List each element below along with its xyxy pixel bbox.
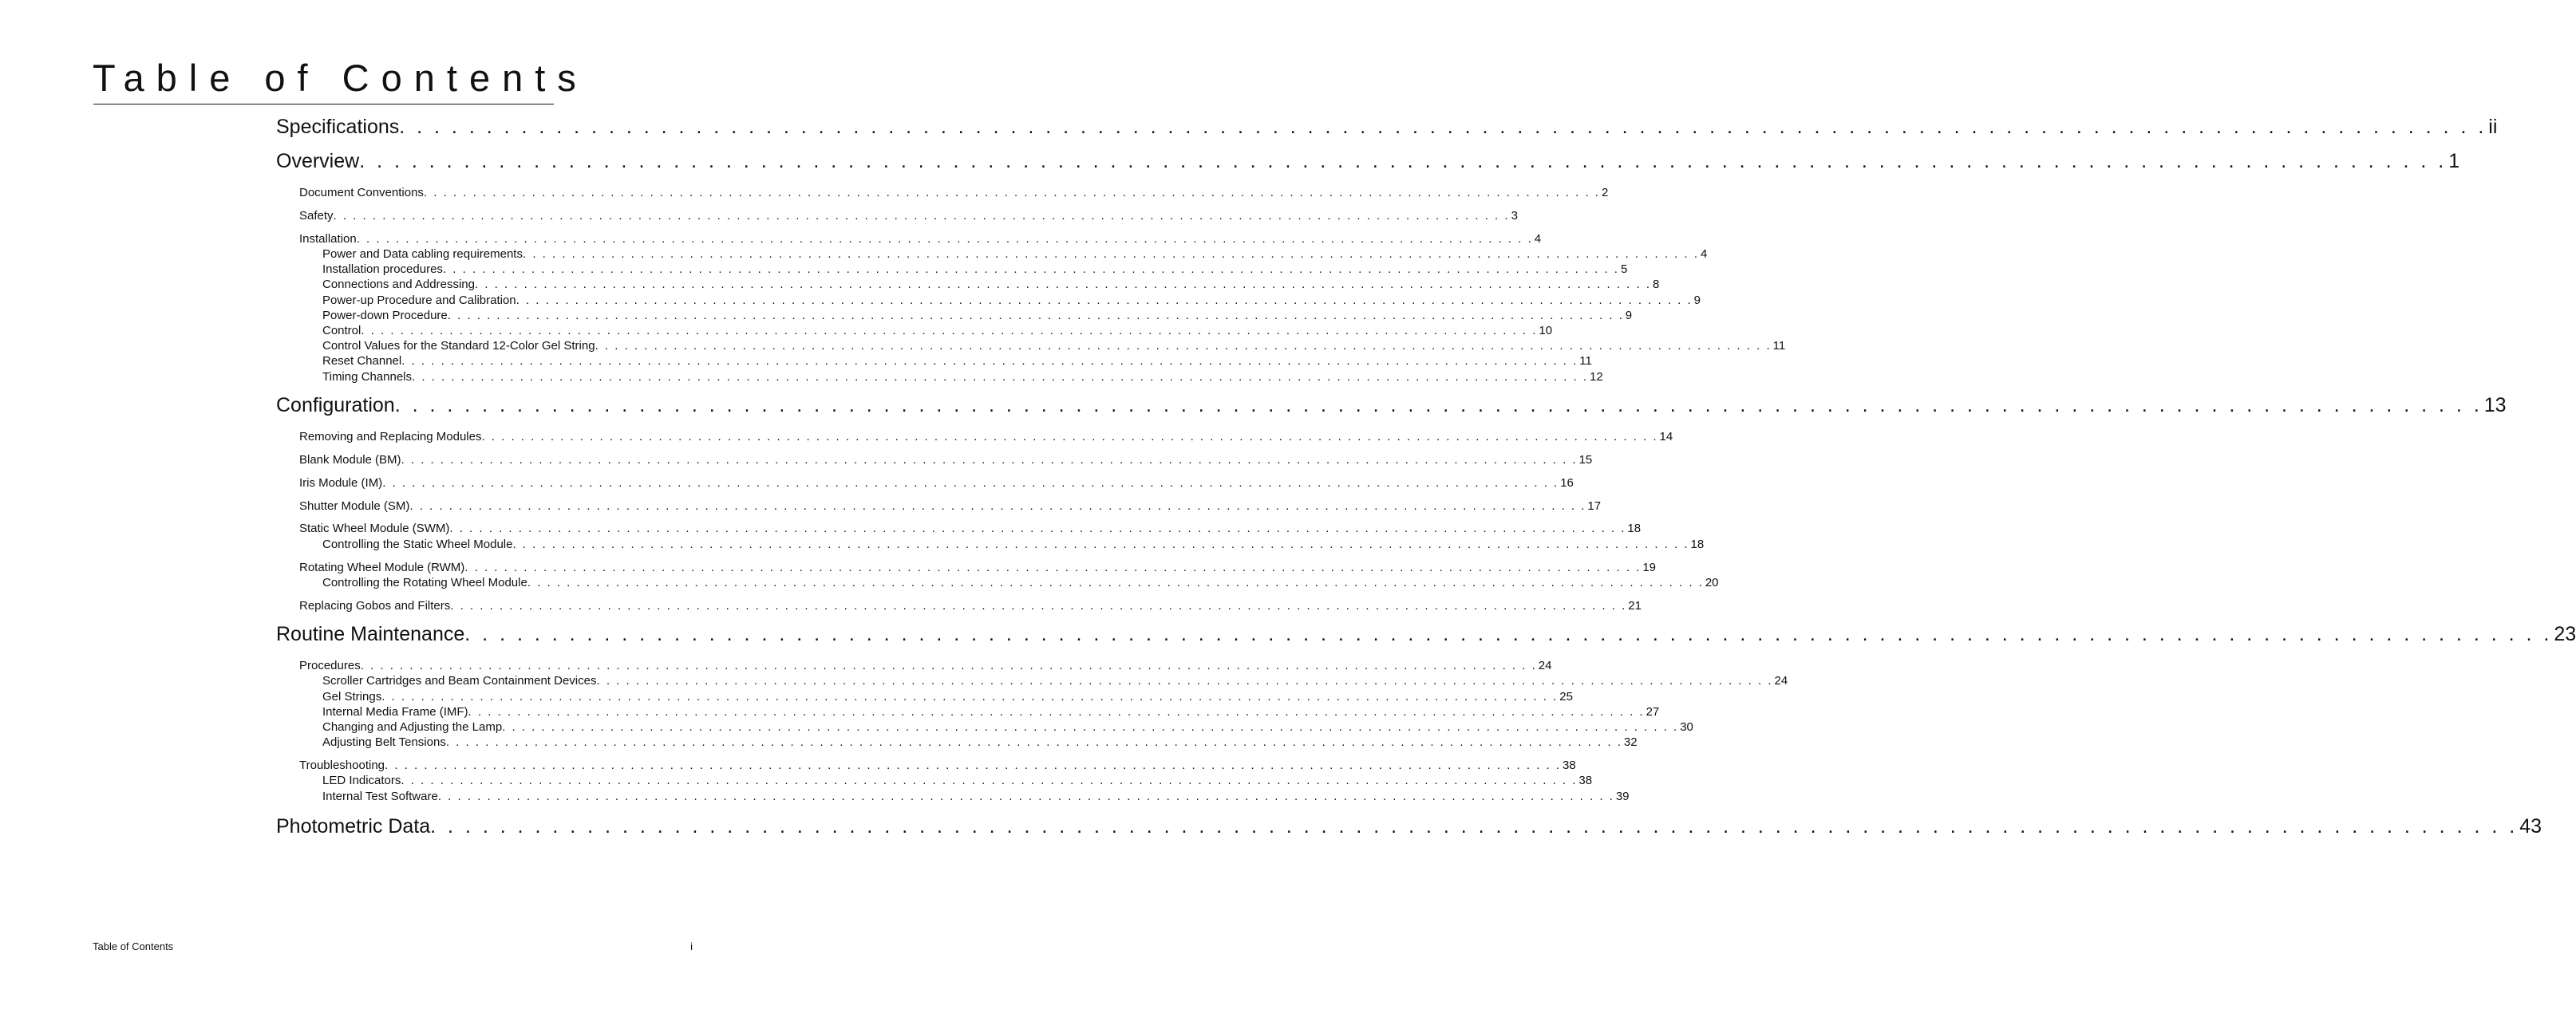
toc-entry-page-number: 4 (1534, 232, 1542, 246)
toc-section-entry[interactable] (299, 185, 1609, 200)
toc-dot-leader: . . . . . . . . . . . . . . . . . . . . . . . . . . . . . . . . . . . . . . . . . . . . . . . . . . . . . . . . . . . . . . . . . . . . . . . . . . . . . . . . . . . . . . . . . . . . . . . . . . . . . . . . . . . . . . . . . . . . . . . . (359, 150, 2448, 172)
toc-dot-leader: . . . . . . . . . . . . . . . . . . . . . . . . . . . . . . . . . . . . . . . . . . . . . . . . . . . . . . . . . . . . . . . . . . . . . . . . . . . . . . . . . . . . . . . . . . . . . . . . . . . . . . . . . . . . . . . . . . . . . . . . (481, 430, 1658, 443)
toc-entry-label: Internal Test Software (322, 790, 438, 803)
toc-entry-page-number: 43 (2519, 815, 2542, 838)
toc-entry-label: Procedures (299, 659, 361, 672)
toc-dot-leader: . . . . . . . . . . . . . . . . . . . . . . . . . . . . . . . . . . . . . . . . . . . . . . . . . . . . . . . . . . . . . . . . . . . . . . . . . . . . . . . . . . . . . . . . . . . . . . . . . . . . . . . . . . . . . . . . . . . . . . . . (412, 370, 1589, 384)
toc-entry-page-number: 30 (1680, 720, 1693, 734)
toc-dot-leader: . . . . . . . . . . . . . . . . . . . . . . . . . . . . . . . . . . . . . . . . . . . . . . . . . . . . . . . . . . . . . . . . . . . . . . . . . . . . . . . . . . . . . . . . . . . . . . . . . . . . . . . . . . . . . . . . . . . . . . . . (447, 309, 1624, 322)
toc-dot-leader: . . . . . . . . . . . . . . . . . . . . . . . . . . . . . . . . . . . . . . . . . . . . . . . . . . . . . . . . . . . . . . . . . . . . . . . . . . . . . . . . . . . . . . . . . . . . . . . . . . . . . . . . . . . . . . . . . . . . . . . . (502, 720, 1679, 734)
toc-entry-page-number: 17 (1587, 499, 1602, 513)
toc-entry-page-number: 1 (2448, 150, 2460, 172)
toc-section-entry[interactable] (322, 689, 1573, 704)
toc-entry-label: LED Indicators (322, 774, 401, 787)
toc-dot-leader: . . . . . . . . . . . . . . . . . . . . . . . . . . . . . . . . . . . . . . . . . . . . . . . . . . . . . . . . . . . . . . . . . . . . . . . . . . . . . . . . . . . . . . . . . . . . . . . . . . . . . . . . . . . . . . . . . . . . . . . . (361, 324, 1538, 337)
toc-entry-label: Specifications (276, 116, 400, 138)
toc-entry-label: Adjusting Belt Tensions (322, 735, 446, 749)
toc-entry-page-number: 14 (1659, 430, 1673, 443)
toc-entry-label: Overview (276, 150, 360, 172)
toc-dot-leader: . . . . . . . . . . . . . . . . . . . . . . . . . . . . . . . . . . . . . . . . . . . . . . . . . . . . . . . . . . . . . . . . . . . . . . . . . . . . . . . . . . . . . . . . . . . . . . . . . . . . . . . . . . . . . . . . . . . . . . . . (399, 116, 2487, 138)
toc-dot-leader: . . . . . . . . . . . . . . . . . . . . . . . . . . . . . . . . . . . . . . . . . . . . . . . . . . . . . . . . . . . . . . . . . . . . . . . . . . . . . . . . . . . . . . . . . . . . . . . . . . . . . . . . . . . . . . . . . . . . . . . . (596, 674, 1773, 688)
toc-entry-label: Shutter Module (SM) (299, 499, 410, 513)
toc-entry-page-number: 39 (1615, 790, 1630, 803)
toc-entry-label: Scroller Cartridges and Beam Containment Devices (322, 674, 597, 688)
toc-section-entry[interactable] (299, 429, 1673, 444)
toc-entry-label: Photometric Data (276, 815, 431, 838)
toc-entry-page-number: 13 (2483, 394, 2507, 416)
toc-entry-label: Power-down Procedure (322, 309, 448, 322)
toc-section-entry[interactable] (322, 369, 1603, 384)
toc-entry-label: Changing and Adjusting the Lamp (322, 720, 503, 734)
toc-entry-page-number: 16 (1560, 476, 1574, 490)
toc-entry-label: Timing Channels (322, 370, 412, 384)
toc-entry-page-number: 3 (1511, 209, 1518, 223)
toc-entry-page-number: 2 (1601, 186, 1609, 199)
toc-entry-page-number: 21 (1628, 599, 1642, 613)
toc-dot-leader: . . . . . . . . . . . . . . . . . . . . . . . . . . . . . . . . . . . . . . . . . . . . . . . . . . . . . . . . . . . . . . . . . . . . . . . . . . . . . . . . . . . . . . . . . . . . . . . . . . . . . . . . . . . . . . . . . . . . . . . . (464, 623, 2553, 645)
toc-entry-label: Power and Data cabling requirements (322, 247, 523, 261)
toc-section-entry[interactable] (322, 789, 1630, 804)
toc-entry-page-number: 8 (1653, 278, 1660, 291)
toc-dot-leader: . . . . . . . . . . . . . . . . . . . . . . . . . . . . . . . . . . . . . . . . . . . . . . . . . . . . . . . . . . . . . . . . . . . . . . . . . . . . . . . . . . . . . . . . . . . . . . . . . . . . . . . . . . . . . . . . . . . . . . . . (474, 278, 1651, 291)
toc-entry-label: Installation procedures (322, 262, 443, 276)
toc-entry-page-number: 9 (1625, 309, 1633, 322)
toc-dot-leader: . . . . . . . . . . . . . . . . . . . . . . . . . . . . . . . . . . . . . . . . . . . . . . . . . . . . . . . . . . . . . . . . . . . . . . . . . . . . . . . . . . . . . . . . . . . . . . . . . . . . . . . . . . . . . . . . . . . . . . . . (430, 815, 2519, 838)
toc-dot-leader: . . . . . . . . . . . . . . . . . . . . . . . . . . . . . . . . . . . . . . . . . . . . . . . . . . . . . . . . . . . . . . . . . . . . . . . . . . . . . . . . . . . . . . . . . . . . . . . . . . . . . . . . . . . . . . . . . . . . . . . . (468, 705, 1645, 719)
toc-entry-page-number: 19 (1642, 561, 1657, 574)
toc-section-entry[interactable] (322, 719, 1693, 735)
toc-dot-leader: . . . . . . . . . . . . . . . . . . . . . . . . . . . . . . . . . . . . . . . . . . . . . . . . . . . . . . . . . . . . . . . . . . . . . . . . . . . . . . . . . . . . . . . . . . . . . . . . . . . . . . . . . . . . . . . . . . . . . . . . (360, 659, 1537, 672)
footer-section-title: Table of Contents (93, 940, 174, 952)
toc-section-entry[interactable] (322, 262, 1628, 277)
toc-entry-page-number: 11 (1579, 354, 1592, 368)
toc-dot-leader: . . . . . . . . . . . . . . . . . . . . . . . . . . . . . . . . . . . . . . . . . . . . . . . . . . . . . . . . . . . . . . . . . . . . . . . . . . . . . . . . . . . . . . . . . . . . . . . . . . . . . . . . . . . . . . . . . . . . . . . . (401, 354, 1578, 368)
toc-entry-label: Safety (299, 209, 334, 223)
toc-chapter-entry[interactable] (276, 393, 2507, 417)
toc-entry-page-number: 27 (1646, 705, 1660, 719)
toc-entry-page-number: 10 (1539, 324, 1553, 337)
toc-dot-leader: . . . . . . . . . . . . . . . . . . . . . . . . . . . . . . . . . . . . . . . . . . . . . . . . . . . . . . . . . . . . . . . . . . . . . . . . . . . . . . . . . . . . . . . . . . . . . . . . . . . . . . . . . . . . . . . . . . . . . . . . (512, 538, 1689, 551)
toc-dot-leader: . . . . . . . . . . . . . . . . . . . . . . . . . . . . . . . . . . . . . . . . . . . . . . . . . . . . . . . . . . . . . . . . . . . . . . . . . . . . . . . . . . . . . . . . . . . . . . . . . . . . . . . . . . . . . . . . . . . . . . . . (401, 774, 1578, 787)
toc-chapter-entry[interactable] (276, 622, 2576, 646)
toc-entry-label: Iris Module (IM) (299, 476, 383, 490)
toc-entry-page-number: 38 (1563, 759, 1576, 772)
toc-entry-label: Controlling the Static Wheel Module (322, 538, 513, 551)
toc-dot-leader: . . . . . . . . . . . . . . . . . . . . . . . . . . . . . . . . . . . . . . . . . . . . . . . . . . . . . . . . . . . . . . . . . . . . . . . . . . . . . . . . . . . . . . . . . . . . . . . . . . . . . . . . . . . . . . . . . . . . . . . . (381, 690, 1559, 704)
toc-entry-page-number: 32 (1623, 735, 1638, 749)
toc-section-entry[interactable] (322, 246, 1708, 262)
toc-entry-label: Internal Media Frame (IMF) (322, 705, 468, 719)
toc-section-entry[interactable] (322, 735, 1638, 750)
toc-section-entry[interactable] (299, 452, 1593, 467)
toc-dot-leader: . . . . . . . . . . . . . . . . . . . . . . . . . . . . . . . . . . . . . . . . . . . . . . . . . . . . . . . . . . . . . . . . . . . . . . . . . . . . . . . . . . . . . . . . . . . . . . . . . . . . . . . . . . . . . . . . . . . . . . . . (382, 476, 1559, 490)
toc-section-entry[interactable] (322, 277, 1660, 292)
toc-entry-page-number: 25 (1559, 690, 1573, 704)
footer-page-number: i (690, 940, 693, 952)
toc-section-entry[interactable] (299, 208, 1518, 223)
toc-entry-label: Troubleshooting (299, 759, 385, 772)
toc-entry-page-number: 9 (1693, 294, 1701, 307)
toc-entry-page-number: 24 (1538, 659, 1552, 672)
toc-dot-leader: . . . . . . . . . . . . . . . . . . . . . . . . . . . . . . . . . . . . . . . . . . . . . . . . . . . . . . . . . . . . . . . . . . . . . . . . . . . . . . . . . . . . . . . . . . . . . . . . . . . . . . . . . . . . . . . . . . . . . . . . (394, 394, 2483, 416)
toc-section-entry[interactable] (322, 773, 1593, 788)
toc-entry-label: Power-up Procedure and Calibration (322, 294, 516, 307)
toc-entry-page-number: 12 (1590, 370, 1603, 384)
toc-entry-page-number: 18 (1627, 522, 1642, 535)
toc-section-entry[interactable] (322, 673, 1788, 688)
toc-entry-label: Rotating Wheel Module (RWM) (299, 561, 465, 574)
toc-dot-leader: . . . . . . . . . . . . . . . . . . . . . . . . . . . . . . . . . . . . . . . . . . . . . . . . . . . . . . . . . . . . . . . . . . . . . . . . . . . . . . . . . . . . . . . . . . . . . . . . . . . . . . . . . . . . . . . . . . . . . . . . (401, 453, 1578, 467)
toc-entry-page-number: 38 (1578, 774, 1593, 787)
toc-section-entry[interactable] (322, 353, 1592, 369)
toc-entry-label: Replacing Gobos and Filters (299, 599, 451, 613)
toc-entry-label: Routine Maintenance (276, 623, 465, 645)
toc-chapter-entry[interactable] (276, 149, 2460, 173)
toc-dot-leader: . . . . . . . . . . . . . . . . . . . . . . . . . . . . . . . . . . . . . . . . . . . . . . . . . . . . . . . . . . . . . . . . . . . . . . . . . . . . . . . . . . . . . . . . . . . . . . . . . . . . . . . . . . . . . . . . . . . . . . . . (445, 735, 1622, 749)
toc-entry-label: Document Conventions (299, 186, 424, 199)
toc-dot-leader: . . . . . . . . . . . . . . . . . . . . . . . . . . . . . . . . . . . . . . . . . . . . . . . . . . . . . . . . . . . . . . . . . . . . . . . . . . . . . . . . . . . . . . . . . . . . . . . . . . . . . . . . . . . . . . . . . . . . . . . . (449, 522, 1626, 535)
toc-chapter-entry[interactable] (276, 115, 2498, 139)
toc-entry-page-number: 20 (1705, 576, 1719, 589)
toc-entry-label: Blank Module (BM) (299, 453, 401, 467)
toc-dot-leader: . . . . . . . . . . . . . . . . . . . . . . . . . . . . . . . . . . . . . . . . . . . . . . . . . . . . . . . . . . . . . . . . . . . . . . . . . . . . . . . . . . . . . . . . . . . . . . . . . . . . . . . . . . . . . . . . . . . . . . . . (464, 561, 1642, 574)
toc-section-entry[interactable] (299, 231, 1542, 246)
toc-entry-label: Reset Channel (322, 354, 402, 368)
toc-entry-page-number: 23 (2554, 623, 2576, 645)
toc-section-entry[interactable] (322, 575, 1719, 590)
toc-entry-page-number: 4 (1701, 247, 1708, 261)
toc-section-entry[interactable] (299, 598, 1642, 613)
toc-entry-label: Configuration (276, 394, 395, 416)
toc-dot-leader: . . . . . . . . . . . . . . . . . . . . . . . . . . . . . . . . . . . . . . . . . . . . . . . . . . . . . . . . . . . . . . . . . . . . . . . . . . . . . . . . . . . . . . . . . . . . . . . . . . . . . . . . . . . . . . . . . . . . . . . . (522, 247, 1700, 261)
toc-entry-label: Gel Strings (322, 690, 382, 704)
toc-entry-page-number: 5 (1620, 262, 1628, 276)
toc-entry-label: Control Values for the Standard 12-Color Gel String (322, 339, 595, 353)
toc-entry-page-number: 24 (1774, 674, 1788, 688)
toc-section-entry[interactable] (299, 658, 1552, 673)
toc-section-entry[interactable] (322, 293, 1701, 308)
toc-section-entry[interactable] (299, 521, 1642, 536)
toc-dot-leader: . . . . . . . . . . . . . . . . . . . . . . . . . . . . . . . . . . . . . . . . . . . . . . . . . . . . . . . . . . . . . . . . . . . . . . . . . . . . . . . . . . . . . . . . . . . . . . . . . . . . . . . . . . . . . . . . . . . . . . . . (423, 186, 1600, 199)
page-title: Table of Contents (93, 57, 588, 99)
toc-entry-page-number: ii (2488, 116, 2498, 138)
toc-entry-page-number: 11 (1772, 339, 1786, 353)
toc-entry-label: Connections and Addressing (322, 278, 475, 291)
toc-section-entry[interactable] (299, 560, 1657, 575)
toc-dot-leader: . . . . . . . . . . . . . . . . . . . . . . . . . . . . . . . . . . . . . . . . . . . . . . . . . . . . . . . . . . . . . . . . . . . . . . . . . . . . . . . . . . . . . . . . . . . . . . . . . . . . . . . . . . . . . . . . . . . . . . . . (437, 790, 1614, 803)
toc-section-entry[interactable] (299, 475, 1574, 491)
toc-dot-leader: . . . . . . . . . . . . . . . . . . . . . . . . . . . . . . . . . . . . . . . . . . . . . . . . . . . . . . . . . . . . . . . . . . . . . . . . . . . . . . . . . . . . . . . . . . . . . . . . . . . . . . . . . . . . . . . . . . . . . . . . (385, 759, 1562, 772)
toc-entry-label: Controlling the Rotating Wheel Module (322, 576, 527, 589)
toc-dot-leader: . . . . . . . . . . . . . . . . . . . . . . . . . . . . . . . . . . . . . . . . . . . . . . . . . . . . . . . . . . . . . . . . . . . . . . . . . . . . . . . . . . . . . . . . . . . . . . . . . . . . . . . . . . . . . . . . . . . . . . . . (409, 499, 1586, 513)
toc-section-entry[interactable] (322, 704, 1660, 719)
toc-entry-page-number: 15 (1578, 453, 1593, 467)
toc-dot-leader: . . . . . . . . . . . . . . . . . . . . . . . . . . . . . . . . . . . . . . . . . . . . . . . . . . . . . . . . . . . . . . . . . . . . . . . . . . . . . . . . . . . . . . . . . . . . . . . . . . . . . . . . . . . . . . . . . . . . . . . . (527, 576, 1704, 589)
toc-entry-label: Control (322, 324, 362, 337)
toc-entry-label: Removing and Replacing Modules (299, 430, 482, 443)
toc-section-entry[interactable] (299, 499, 1602, 514)
toc-entry-label: Static Wheel Module (SWM) (299, 522, 450, 535)
toc-dot-leader: . . . . . . . . . . . . . . . . . . . . . . . . . . . . . . . . . . . . . . . . . . . . . . . . . . . . . . . . . . . . . . . . . . . . . . . . . . . . . . . . . . . . . . . . . . . . . . . . . . . . . . . . . . . . . . . . . . . . . . . . (516, 294, 1693, 307)
toc-section-entry[interactable] (322, 537, 1705, 552)
toc-section-entry[interactable] (322, 338, 1786, 353)
toc-section-entry[interactable] (322, 323, 1553, 338)
toc-section-entry[interactable] (322, 308, 1633, 323)
toc-dot-leader: . . . . . . . . . . . . . . . . . . . . . . . . . . . . . . . . . . . . . . . . . . . . . . . . . . . . . . . . . . . . . . . . . . . . . . . . . . . . . . . . . . . . . . . . . . . . . . . . . . . . . . . . . . . . . . . . . . . . . . . . (442, 262, 1619, 276)
toc-section-entry[interactable] (299, 758, 1576, 773)
toc-chapter-entry[interactable] (276, 814, 2542, 838)
toc-dot-leader: . . . . . . . . . . . . . . . . . . . . . . . . . . . . . . . . . . . . . . . . . . . . . . . . . . . . . . . . . . . . . . . . . . . . . . . . . . . . . . . . . . . . . . . . . . . . . . . . . . . . . . . . . . . . . . . . . . . . . . . . (595, 339, 1772, 353)
toc-dot-leader: . . . . . . . . . . . . . . . . . . . . . . . . . . . . . . . . . . . . . . . . . . . . . . . . . . . . . . . . . . . . . . . . . . . . . . . . . . . . . . . . . . . . . . . . . . . . . . . . . . . . . . . . . . . . . . . . . . . . . . . . (356, 232, 1533, 246)
toc-entry-label: Installation (299, 232, 357, 246)
toc-dot-leader: . . . . . . . . . . . . . . . . . . . . . . . . . . . . . . . . . . . . . . . . . . . . . . . . . . . . . . . . . . . . . . . . . . . . . . . . . . . . . . . . . . . . . . . . . . . . . . . . . . . . . . . . . . . . . . . . . . . . . . . . (450, 599, 1627, 613)
toc-entry-page-number: 18 (1690, 538, 1705, 551)
toc-dot-leader: . . . . . . . . . . . . . . . . . . . . . . . . . . . . . . . . . . . . . . . . . . . . . . . . . . . . . . . . . . . . . . . . . . . . . . . . . . . . . . . . . . . . . . . . . . . . . . . . . . . . . . . . . . . . . . . . . . . . . . . . (333, 209, 1510, 223)
